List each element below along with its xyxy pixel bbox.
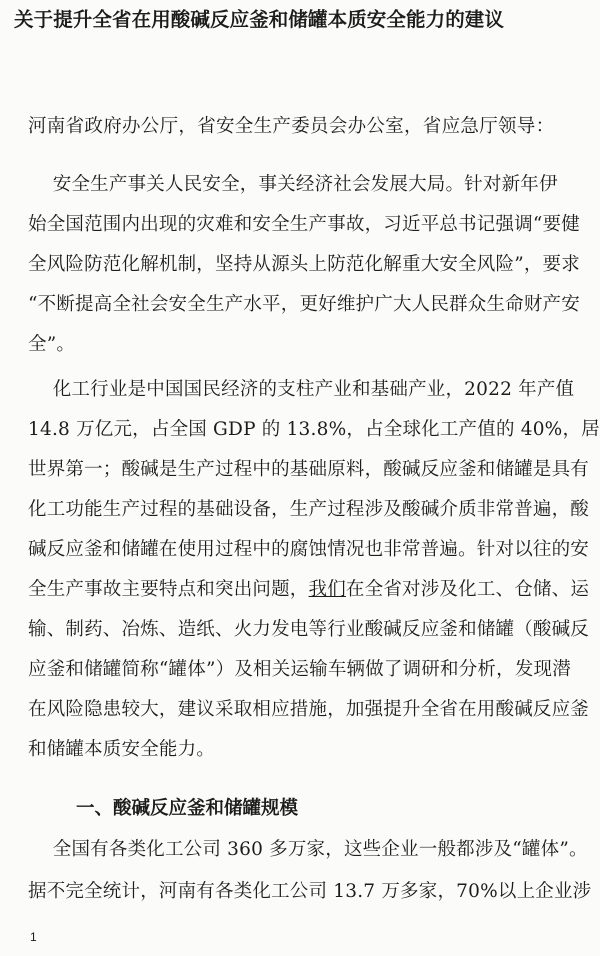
paragraph-line: 和储罐本质安全能力。 bbox=[28, 739, 216, 760]
paragraph-line: 据不完全统计，河南有各类化工公司 13.7 万多家，70%以上企业涉 bbox=[28, 881, 592, 902]
paragraph-line: “不断提高全社会安全生产水平，更好维护广大人民群众生命财产安 bbox=[28, 294, 580, 315]
salutation: 河南省政府办公厅，省安全生产委员会办公室，省应急厅领导： bbox=[28, 116, 555, 137]
paragraph-line: 在风险隐患较大，建议采取相应措施，加强提升全省在用酸碱反应釜 bbox=[28, 699, 590, 720]
section-heading: 一、酸碱反应釜和储罐规模 bbox=[76, 798, 299, 819]
paragraph-line: 安全生产事关人民安全，事关经济社会发展大局。针对新年伊 bbox=[28, 174, 558, 195]
paragraph-line: 始全国范围内出现的灾难和安全生产事故，习近平总书记强调“要健 bbox=[28, 214, 580, 235]
paragraph-line: 输、制药、冶炼、造纸、火力发电等行业酸碱反应釜和储罐（酸碱反 bbox=[28, 619, 590, 640]
paragraph-line: 全”。 bbox=[28, 334, 76, 355]
line-text: 在全省对涉及化工、仓储、运 bbox=[345, 579, 590, 600]
paragraph-line: 全风险防范化解机制，坚持从源头上防范化解重大安全风险”，要求 bbox=[28, 254, 580, 275]
paragraph-line: 碱反应釜和储罐在使用过程中的腐蚀情况也非常普遍。针对以往的安 bbox=[28, 539, 590, 560]
document-title: 关于提升全省在用酸碱反应釜和储罐本质安全能力的建议 bbox=[14, 8, 505, 31]
paragraph-line: 全国有各类化工公司 360 多万家，这些企业一般都涉及“罐体”。 bbox=[28, 839, 588, 860]
line-text: 全生产事故主要特点和突出问题， bbox=[28, 579, 309, 600]
paragraph-line-with-underline bbox=[28, 575, 589, 601]
paragraph-line: 世界第一；酸碱是生产过程中的基础原料，酸碱反应釜和储罐是具有 bbox=[28, 459, 590, 480]
paragraph-line: 14.8 万亿元，占全国 GDP 的 13.8%，占全球化工产值的 40%，居 bbox=[28, 419, 600, 440]
paragraph-line: 化工行业是中国国民经济的支柱产业和基础产业，2022 年产值 bbox=[28, 379, 575, 400]
page-number: 1 bbox=[30, 930, 37, 944]
paragraph-line: 化工功能生产过程的基础设备，生产过程涉及酸碱介质非常普遍，酸 bbox=[28, 499, 590, 520]
paragraph-line: 应釜和储罐简称“罐体”）及相关运输车辆做了调研和分析，发现潜 bbox=[28, 659, 571, 680]
underlined-word: 我们 bbox=[308, 579, 346, 600]
